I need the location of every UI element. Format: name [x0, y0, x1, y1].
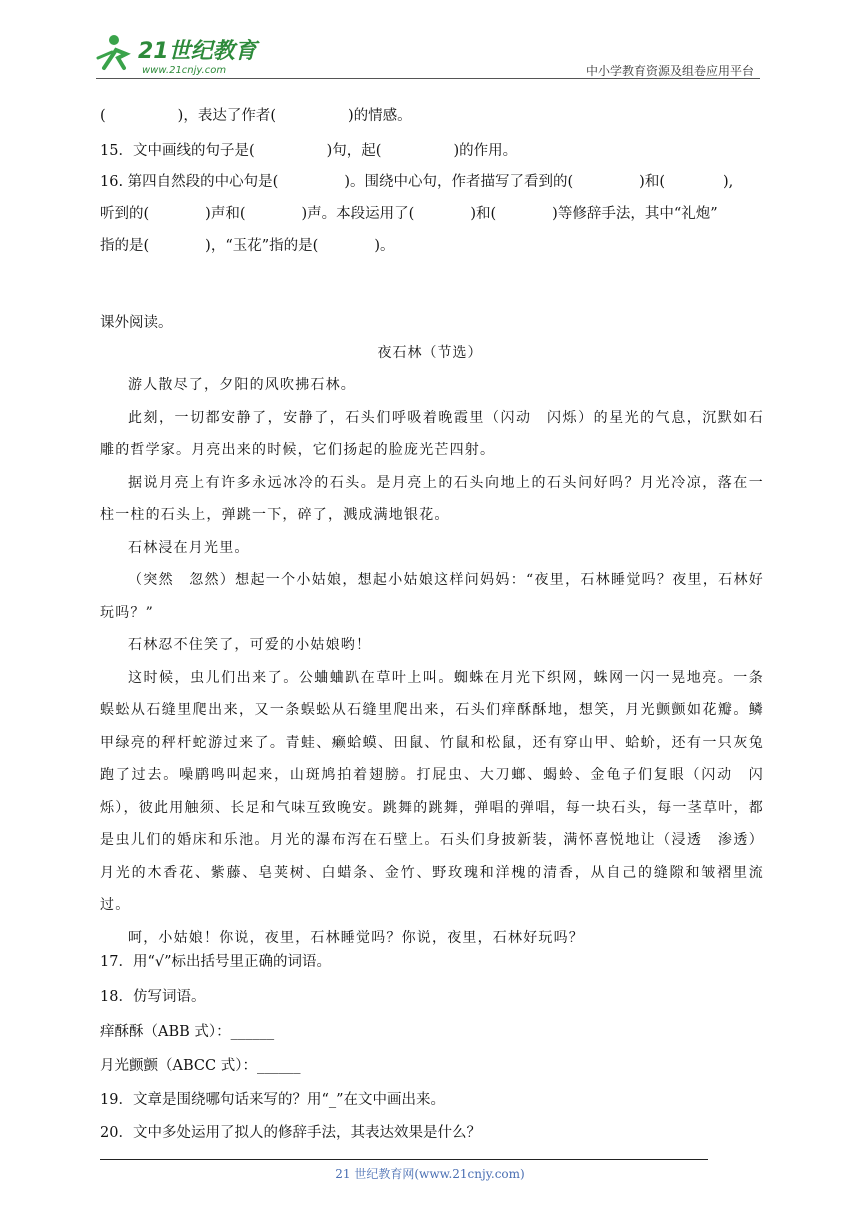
article-title: 夜石林（节选）	[377, 345, 483, 361]
article-paragraph: 这时候，虫儿们出来了。公蛐蛐趴在草叶上叫。蜘蛛在月光下织网，蛛网一闪一晃地亮。一条蜈蚣从石缝里爬出来，又一条蜈蚣从石缝里爬出来，石头们痒酥酥地，想笑，月光颤颤如花瓣。鳞甲绿亮的秤杆蛇游过来了。青蛙、癞蛤蟆、田鼠、竹鼠和松鼠，还有穿山甲、蛤蚧，还有一只灰兔跑了过去。噪鹛鸣叫起来，山斑鸠拍着翅膀。打屁虫、大刀螂、蝎蛉、金龟子们复眼（闪动 闪烁），彼此用触须、长足和气味互致晚安。跳舞的跳舞，弹唱的弹唱，每一块石头，每一茎草叶，都是虫儿们的婚床和乐池。月光的瀑布泻在石壁上。石头们身披新装，满怀喜悦地让（浸透 渗透）月光的木香花、紫藤、皂荚树、白蜡条、金竹、野玫瑰和洋槐的清香，从自己的缝隙和皱褶里流过。	[100, 669, 764, 913]
article-paragraph: 此刻，一切都安静了，安静了，石头们呼吸着晚霞里（闪动 闪烁）的星光的气息，沉默如石雕的哲学家。月亮出来的时候，它们扬起的脸庞光芒四射。	[100, 409, 764, 458]
question-19: 19．文章是围绕哪句话来写的？用“_”在文中画出来。	[100, 1092, 446, 1108]
article-paragraph: 呵，小姑娘！你说，夜里，石林睡觉吗？你说，夜里，石林好玩吗？	[128, 929, 584, 946]
question-18a: 痒酥酥（ABB 式）：______	[100, 1024, 275, 1040]
section-label: 课外阅读。	[100, 315, 173, 331]
article-paragraph: 游人散尽了，夕阳的风吹拂石林。	[128, 377, 356, 393]
article-paragraph: 石林忍不住笑了，可爱的小姑娘哟！	[128, 637, 372, 653]
question-16: 16. 第四自然段的中心句是( )。围绕中心句，作者描写了看到的( )和( ), 听到的( )声和( )声。本段运用了( )和( )等修辞手法，其中“礼炮” 指的是( )，“玉花”指的是( )。	[100, 174, 734, 254]
article-paragraph: （突然 忽然）想起一个小姑娘，想起小姑娘这样问妈妈：“夜里，石林睡觉吗？夜里，石林好玩吗？”	[100, 572, 764, 621]
page-header	[96, 28, 760, 80]
question-18b: 月光颤颤（ABCC 式）：______	[100, 1058, 301, 1074]
article-paragraph: 石林浸在月光里。	[128, 539, 250, 556]
question-18: 18．仿写词语。	[100, 989, 206, 1005]
article-body	[100, 369, 764, 954]
footer-text: 21 世纪教育网(www.21cnjy.com)	[335, 1167, 525, 1181]
header-divider	[96, 78, 760, 79]
answer-blank: ______	[256, 1058, 301, 1074]
footer-divider	[100, 1159, 708, 1160]
answer-blank: ______	[230, 1024, 275, 1040]
question-15: 15．文中画线的句子是( )句，起( )的作用。	[100, 143, 518, 159]
question-14-continued: ( )，表达了作者( )的情感。	[100, 108, 412, 124]
svg-text:www.21cnjy.com: www.21cnjy.com	[142, 65, 227, 76]
svg-text:21世纪教育: 21世纪教育	[138, 39, 257, 64]
question-17: 17．用“√”标出括号里正确的词语。	[100, 954, 332, 970]
platform-title: 中小学教育资源及组卷应用平台	[585, 64, 754, 78]
article-paragraph: 据说月亮上有许多永远冰冷的石头。是月亮上的石头向地上的石头问好吗？月光冷凉，落在一柱一柱的石头上，弹跳一下，碎了，溅成满地银花。	[100, 474, 764, 523]
logo-21cnjy	[96, 28, 266, 78]
question-20: 20．文中多处运用了拟人的修辞手法，其表达效果是什么？	[100, 1125, 481, 1141]
